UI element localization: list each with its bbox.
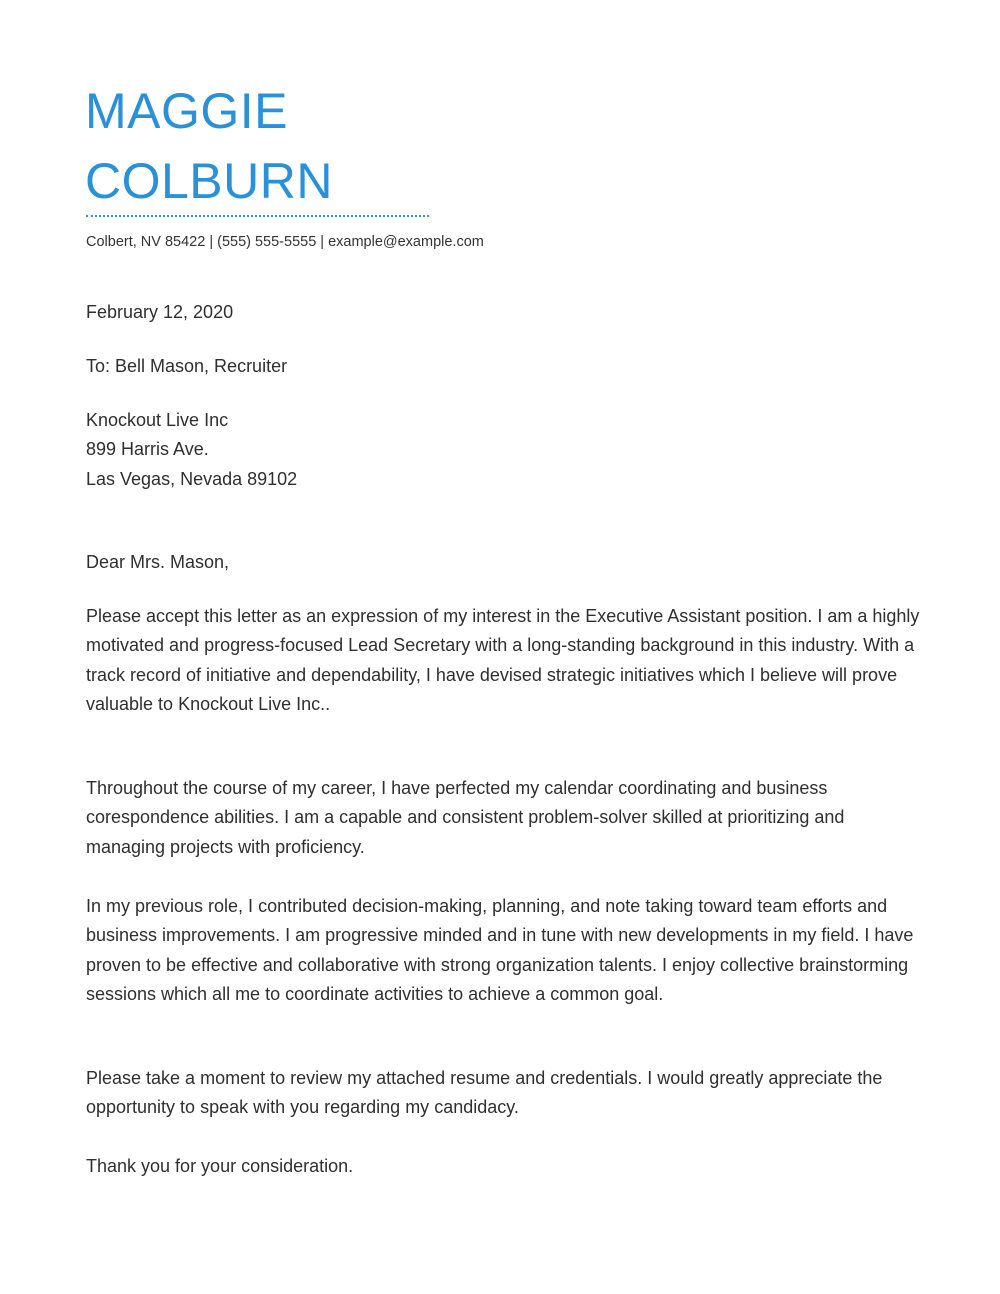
letter-closing: Thank you for your consideration. — [86, 1156, 354, 1176]
applicant-name — [85, 76, 685, 216]
address-city: Las Vegas, Nevada 89102 — [86, 468, 298, 489]
letter-recipient: To: Bell Mason, Recruiter — [86, 356, 288, 376]
applicant-last-name: COLBURN — [85, 153, 333, 209]
letter-paragraph-4: Please take a moment to review my attached resume and credentials. I would greatly appreciate the opportunity to speak with you regarding my candidacy. — [86, 1068, 883, 1118]
recipient-address — [86, 406, 926, 494]
letter-date: February 12, 2020 — [86, 302, 234, 322]
header-divider — [86, 215, 429, 217]
applicant-first-name: MAGGIE — [85, 83, 289, 139]
letter-paragraph-2: Throughout the course of my career, I have perfected my calendar coordinating and business corespondence abilities. I am a capable and consistent problem-solver skilled at prioritizing and managing projects with proficiency. — [86, 778, 845, 857]
address-company: Knockout Live Inc — [86, 410, 229, 430]
address-street: 899 Harris Ave. — [86, 439, 209, 460]
letter-salutation: Dear Mrs. Mason, — [86, 552, 230, 572]
letter-paragraph-3: In my previous role, I contributed decision-making, planning, and note taking toward team efforts and business improvements. I am progressive minded and in tune with new developments in my field. I have proven to be effective and collaborative with strong organization talents. I enjoy collective brainstorming sessions which all me to coordinate activities to achieve a common goal. — [86, 896, 914, 1005]
letter-paragraph-1: Please accept this letter as an expression of my interest in the Executive Assistant position. I am a highly motivated and progress-focused Lead Secretary with a long-standing background in this industry. With a track record of initiative and dependability, I have devised strategic initiatives which I believe will prove valuable to Knockout Live Inc.. — [86, 606, 920, 715]
contact-info: Colbert, NV 85422 | (555) 555-5555 | example@example.com — [86, 234, 484, 250]
